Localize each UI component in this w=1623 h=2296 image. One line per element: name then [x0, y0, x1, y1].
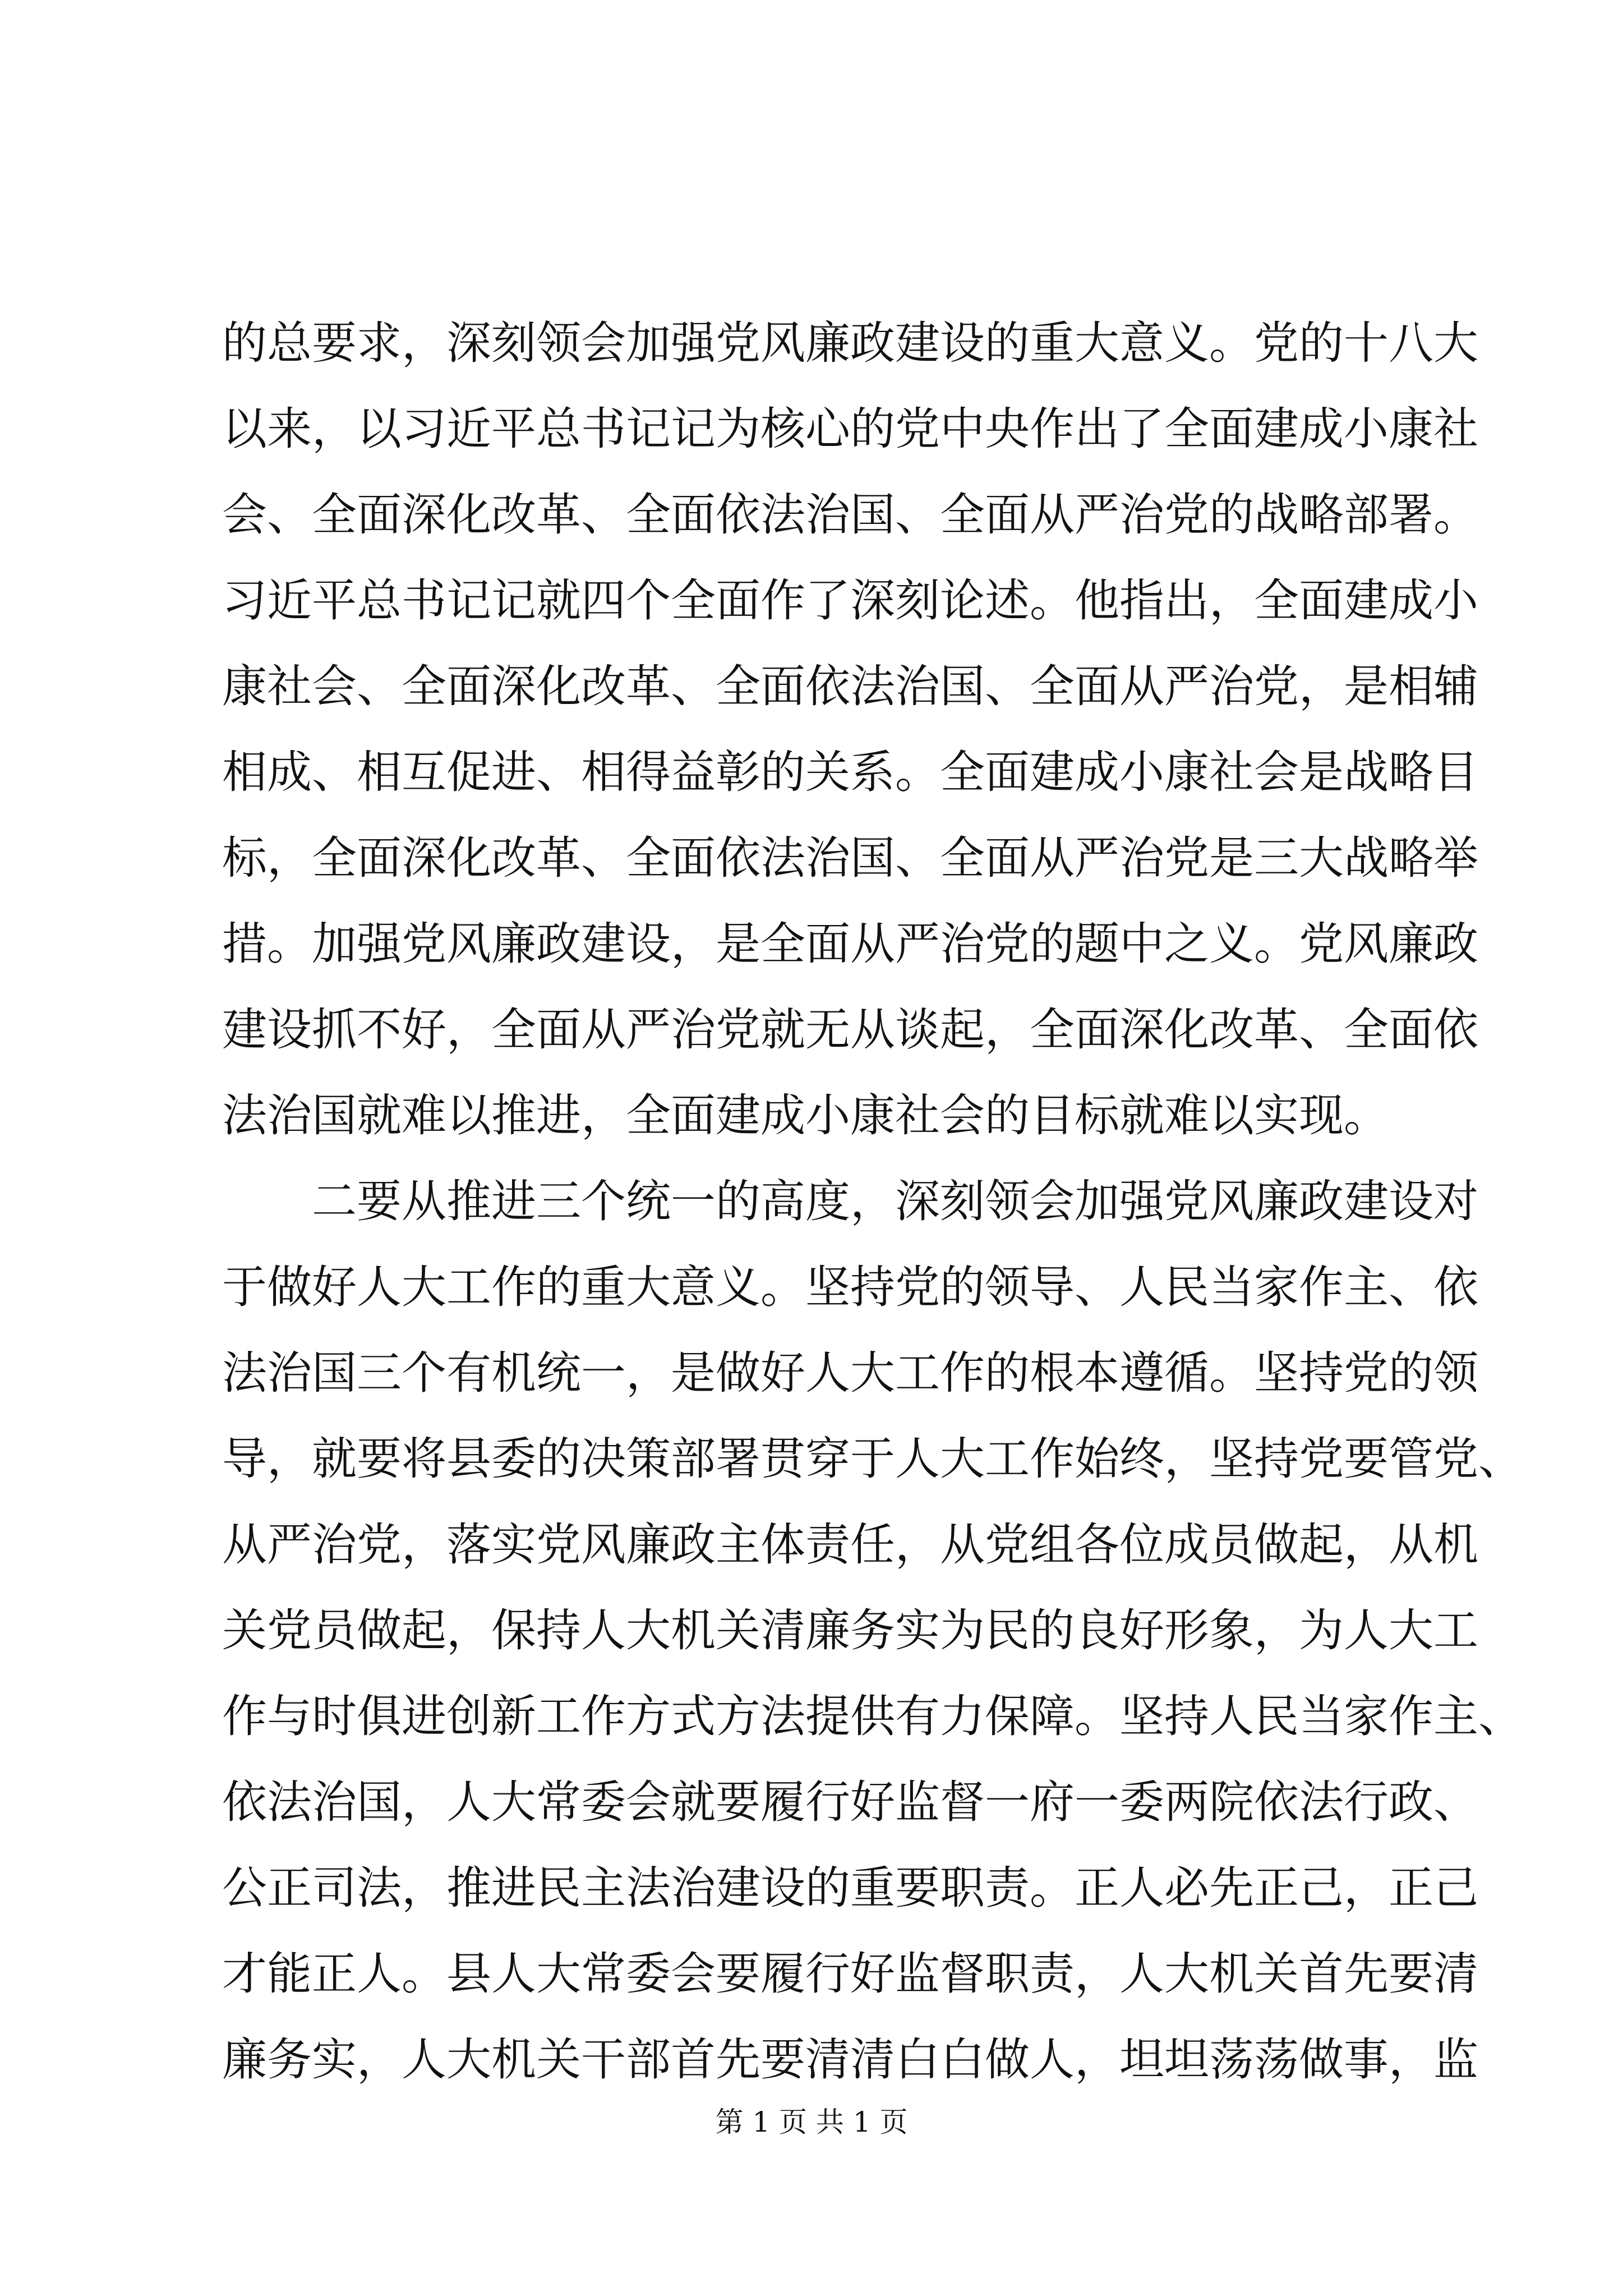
- text-line: 二要从推进三个统一的高度，深刻领会加强党风廉政建设对: [312, 1175, 1478, 1227]
- text-line: 标，全面深化改革、全面依法治国、全面从严治党是三大战略举: [222, 832, 1478, 884]
- text-line: 的总要求，深刻领会加强党风廉政建设的重大意义。党的十八大: [222, 317, 1478, 369]
- text-line: 法治国就难以推进，全面建成小康社会的目标就难以实现。: [222, 1089, 1389, 1142]
- text-line: 公正司法，推进民主法治建设的重要职责。正人必先正己，正己: [222, 1862, 1478, 1914]
- text-line: 相成、相互促进、相得益彰的关系。全面建成小康社会是战略目: [222, 746, 1478, 798]
- text-line: 才能正人。县人大常委会要履行好监督职责，人大机关首先要清: [222, 1948, 1478, 2000]
- text-line: 于做好人大工作的重大意义。坚持党的领导、人民当家作主、依: [222, 1261, 1478, 1313]
- page-footer: 第 1 页 共 1 页: [715, 2106, 908, 2138]
- text-line: 作与时俱进创新工作方式方法提供有力保障。坚持人民当家作主、: [222, 1690, 1523, 1742]
- text-line: 建设抓不好，全面从严治党就无从谈起，全面深化改革、全面依: [222, 1004, 1478, 1056]
- text-line: 康社会、全面深化改革、全面依法治国、全面从严治党，是相辅: [222, 660, 1478, 712]
- text-line: 习近平总书记记就四个全面作了深刻论述。他指出，全面建成小: [222, 574, 1478, 627]
- text-line: 廉务实，人大机关干部首先要清清白白做人，坦坦荡荡做事，监: [222, 2033, 1478, 2086]
- text-line: 从严治党，落实党风廉政主体责任，从党组各位成员做起，从机: [222, 1519, 1478, 1571]
- text-line: 以来，以习近平总书记记为核心的党中央作出了全面建成小康社: [222, 403, 1478, 455]
- text-line: 关党员做起，保持人大机关清廉务实为民的良好形象，为人大工: [222, 1604, 1478, 1657]
- text-line: 依法治国，人大常委会就要履行好监督一府一委两院依法行政、: [222, 1776, 1478, 1828]
- body-text: [222, 300, 1523, 2102]
- text-line: 法治国三个有机统一，是做好人大工作的根本遵循。坚持党的领: [222, 1347, 1478, 1399]
- text-line: 导，就要将县委的决策部署贯穿于人大工作始终，坚持党要管党、: [222, 1433, 1523, 1485]
- text-line: 措。加强党风廉政建设，是全面从严治党的题中之义。党风廉政: [222, 918, 1478, 970]
- text-line: 会、全面深化改革、全面依法治国、全面从严治党的战略部署。: [222, 489, 1478, 541]
